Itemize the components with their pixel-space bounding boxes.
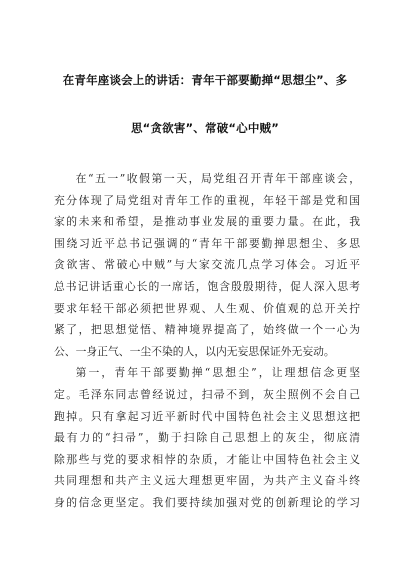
body-line: 定。毛泽东同志曾经说过，扫帚不到，灰尘照例不会自己 bbox=[54, 387, 360, 401]
document-title-line-2: 思“贪欲害”、常破“心中贼” bbox=[130, 121, 280, 135]
body-line: 总书记讲话重心长的一席话，饱含殷殷期待，促人深入思考 bbox=[54, 279, 360, 293]
body-line: 公、一身正气、一尘不染的人，以内无妄思保证外无妄动。 bbox=[54, 344, 335, 358]
body-line: 家的未来和希望，是推动事业发展的重要力量。在此，我 bbox=[54, 215, 360, 229]
body-line: 第一，青年干部要勤掸“思想尘”，让理想信念更坚 bbox=[75, 366, 360, 380]
body-line: 要求年轻干部必须把世界观、人生观、价值观的总开关拧 bbox=[54, 301, 360, 315]
body-line: 最有力的“扫帚”，勤于扫除自己思想上的灰尘，彻底清 bbox=[54, 431, 360, 445]
body-line: 跑掉。只有拿起习近平新时代中国特色社会主义思想这把 bbox=[54, 409, 360, 423]
body-line: 身的信念更坚定。我们要持续加强对党的创新理论的学习 bbox=[54, 495, 360, 509]
body-line: 围绕习近平总书记强调的“青年干部要勤掸思想尘、多思 bbox=[54, 236, 360, 250]
body-line: 在“五一”收假第一天，局党组召开青年干部座谈会， bbox=[75, 172, 360, 185]
body-line: 充分体现了局党组对青年工作的重视，年轻干部是党和国 bbox=[54, 193, 360, 207]
body-line: 除那些与党的要求相悖的杂质，才能让中国特色社会主义 bbox=[54, 452, 360, 466]
document-title-line-1: 在青年座谈会上的讲话：青年干部要勤掸“思想尘”、多 bbox=[62, 73, 348, 87]
body-line: 紧了，把思想觉悟、精神境界提高了，始终做一个一心为 bbox=[54, 323, 360, 337]
document-body bbox=[54, 168, 360, 514]
body-line: 贪欲害、常破心中贼”与大家交流几点学习体会。习近平 bbox=[54, 258, 360, 272]
body-line: 共同理想和共产主义远大理想更牢固，为共产主义奋斗终 bbox=[54, 474, 360, 488]
